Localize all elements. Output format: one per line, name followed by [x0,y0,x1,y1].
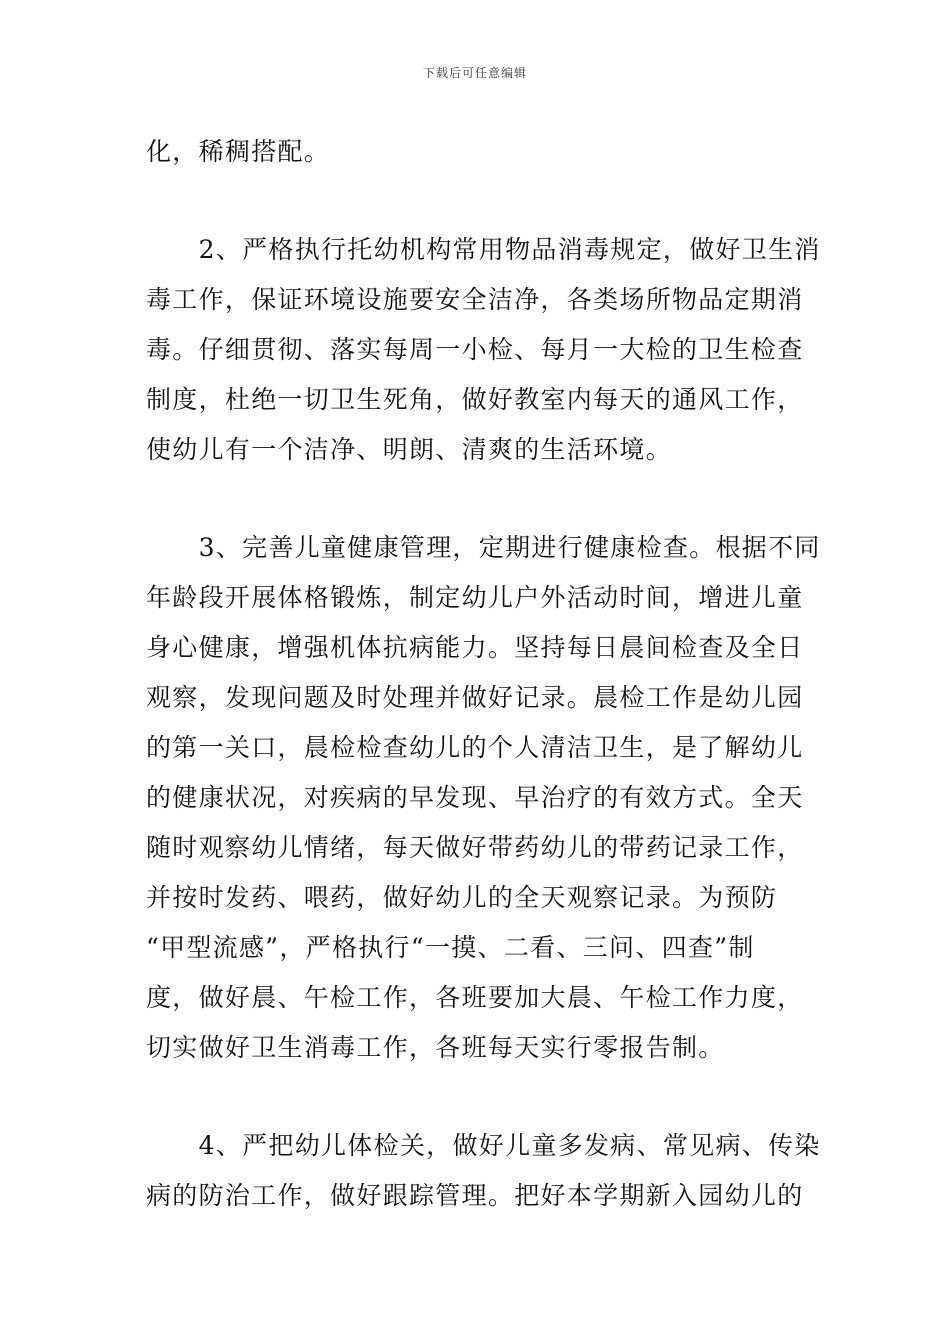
text-line: 切实做好卫生消毒工作，各班每天实行零报告制。 [146,1033,725,1062]
text-line: 毒工作，保证环境设施要安全洁净，各类场所物品定期消 [146,285,804,314]
text-line: 随时观察幼儿情绪，每天做好带药幼儿的带药记录工作， [146,833,804,862]
text-line: 使幼儿有一个洁净、明朗、清爽的生活环境。 [146,435,673,464]
text-line: 并按时发药、喂药，做好幼儿的全天观察记录。为预防 [146,883,778,912]
text-line: 毒。仔细贯彻、落实每周一小检、每月一大检的卫生检查 [146,335,804,364]
text-line: 制度，杜绝一切卫生死角，做好教室内每天的通风工作， [146,385,804,414]
text-line: 观察，发现问题及时处理并做好记录。晨检工作是幼儿园 [146,683,804,712]
text-line: 的第一关口，晨检检查幼儿的个人清洁卫生，是了解幼儿 [146,733,804,762]
text-line: “甲型流感”，严格执行“一摸、二看、三问、四查”制 [146,933,755,962]
text-line: 度，做好晨、午检工作，各班要加大晨、午检工作力度， [146,983,804,1012]
text-line: 年龄段开展体格锻炼，制定幼儿户外活动时间，增进儿童 [146,583,804,612]
text-line: 身心健康，增强机体抗病能力。坚持每日晨间检查及全日 [146,633,804,662]
text-line: 3、完善儿童健康管理，定期进行健康检查。根据不同 [146,533,821,562]
text-line: 化，稀稠搭配。 [146,137,331,166]
header-note: 下载后可任意编辑 [422,66,527,80]
text-line: 的健康状况，对疾病的早发现、早治疗的有效方式。全天 [146,783,804,812]
text-line: 病的防治工作，做好跟踪管理。把好本学期新入园幼儿的 [146,1181,804,1210]
text-line: 2、严格执行托幼机构常用物品消毒规定，做好卫生消 [146,235,821,264]
text-line: 4、严把幼儿体检关，做好儿童多发病、常见病、传染 [146,1131,821,1160]
